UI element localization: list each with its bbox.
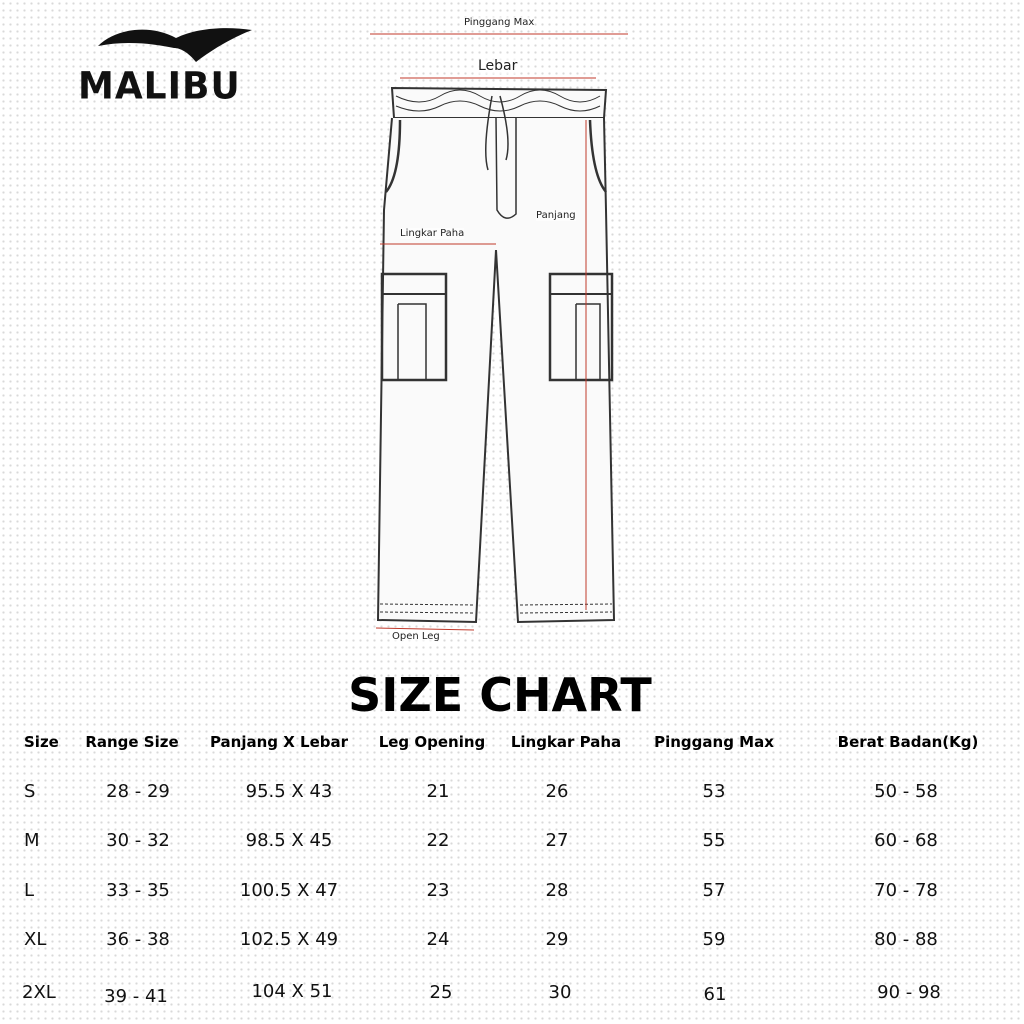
cell-pinggang-max: 57 [702,880,726,901]
cell-leg-opening: 22 [426,830,450,851]
cell-lingkar-paha: 27 [545,830,569,851]
cell-range-size: 39 - 41 [104,986,168,1007]
label-lingkar-paha: Lingkar Paha [400,228,465,239]
column-header-pinggang-max: Pinggang Max [654,733,774,751]
cell-berat-badan: 80 - 88 [874,929,938,950]
cell-berat-badan: 50 - 58 [874,781,938,802]
cell-range-size: 28 - 29 [106,781,170,802]
column-header-leg-opening: Leg Opening [378,733,486,751]
cell-range-size: 30 - 32 [106,830,170,851]
cell-leg-opening: 21 [426,781,450,802]
cell-panjang-x-lebar: 100.5 X 47 [239,880,339,901]
cell-leg-opening: 25 [429,982,453,1003]
column-header-size: Size [24,733,59,751]
cell-size: M [24,830,40,851]
cell-range-size: 33 - 35 [106,880,170,901]
cell-size: L [24,880,35,901]
cell-size: XL [24,929,47,950]
cell-panjang-x-lebar: 95.5 X 43 [245,781,333,802]
label-open-leg: Open Leg [392,631,440,642]
cell-size: 2XL [22,982,56,1003]
cell-panjang-x-lebar: 102.5 X 49 [239,929,339,950]
cell-berat-badan: 90 - 98 [877,982,941,1003]
label-panjang: Panjang [536,210,576,221]
column-header-range-size: Range Size [85,733,179,751]
cell-leg-opening: 24 [426,929,450,950]
cell-lingkar-paha: 28 [545,880,569,901]
cell-range-size: 36 - 38 [106,929,170,950]
cell-lingkar-paha: 26 [545,781,569,802]
cell-panjang-x-lebar: 104 X 51 [251,981,333,1002]
label-pinggang-max: Pinggang Max [464,17,535,28]
cell-pinggang-max: 61 [703,984,727,1005]
cell-pinggang-max: 59 [702,929,726,950]
size-chart-title: SIZE CHART [348,668,652,722]
cell-lingkar-paha: 29 [545,929,569,950]
column-header-berat-badan: Berat Badan(Kg) [837,733,979,751]
cell-berat-badan: 60 - 68 [874,830,938,851]
cell-size: S [24,781,36,802]
cell-panjang-x-lebar: 98.5 X 45 [245,830,333,851]
cell-pinggang-max: 53 [702,781,726,802]
label-lebar: Lebar [478,58,518,74]
column-header-panjang-x-lebar: Panjang X Lebar [209,733,349,751]
column-header-lingkar-paha: Lingkar Paha [510,733,622,751]
cell-pinggang-max: 55 [702,830,726,851]
cell-berat-badan: 70 - 78 [874,880,938,901]
cell-leg-opening: 23 [426,880,450,901]
cell-lingkar-paha: 30 [548,982,572,1003]
brand-name: MALIBU [78,64,241,109]
